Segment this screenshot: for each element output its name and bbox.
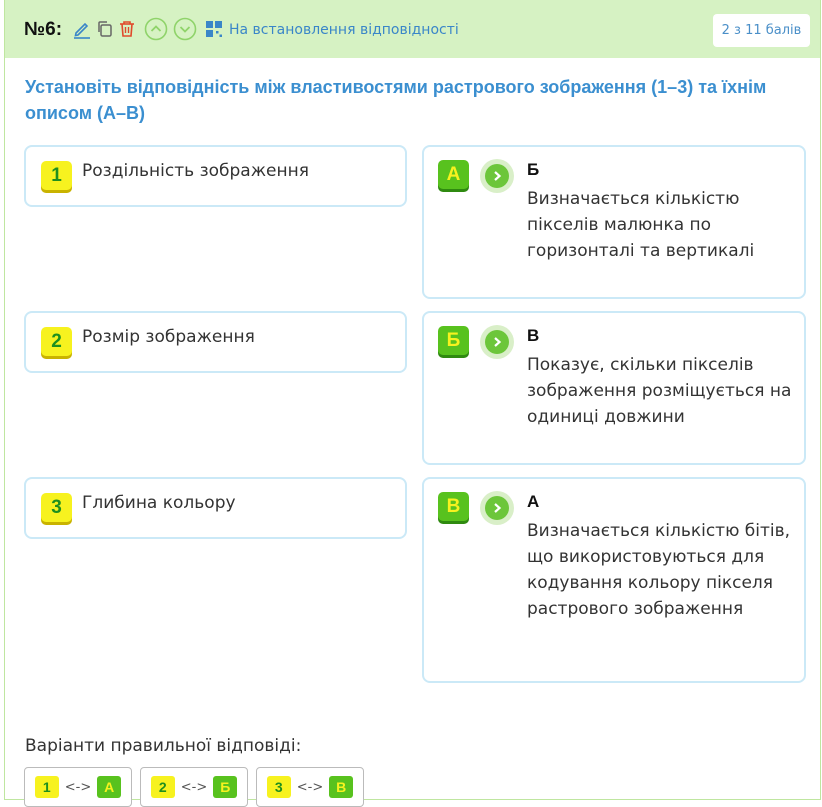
pencil-icon[interactable] bbox=[71, 18, 93, 40]
left-item-2 bbox=[24, 311, 407, 373]
right-item-badge: Б bbox=[438, 326, 469, 355]
matched-letter: А bbox=[527, 492, 540, 511]
left-item-badge: 2 bbox=[41, 327, 72, 356]
left-item-1 bbox=[24, 145, 407, 207]
score-badge: 2 з 11 балів bbox=[713, 14, 810, 47]
left-item-text: Глибина кольору bbox=[82, 493, 236, 513]
right-item-badge: В bbox=[438, 492, 469, 521]
right-item-badge: А bbox=[438, 160, 469, 189]
right-item-a bbox=[422, 145, 806, 299]
variant-right-badge: В bbox=[329, 776, 353, 798]
question-number: №6: bbox=[24, 19, 63, 40]
left-item-badge: 1 bbox=[41, 161, 72, 190]
arrow-down-icon[interactable] bbox=[172, 16, 198, 42]
right-item-description: Визначається кількістю пікселів малюнка по горизонталі та вертикалі bbox=[527, 189, 755, 261]
variant-left-badge: 3 bbox=[267, 776, 291, 798]
arrow-up-icon[interactable] bbox=[143, 16, 169, 42]
right-item-v bbox=[422, 477, 806, 683]
question-title: Установіть відповідність між властивостями растрового зображення (1–3) та їхнім описом (А–В) bbox=[25, 77, 767, 123]
variants-label: Варіанти правильної відповіді: bbox=[25, 736, 302, 756]
variant-left-badge: 1 bbox=[35, 776, 59, 798]
left-item-3 bbox=[24, 477, 407, 539]
variant-button-2[interactable] bbox=[140, 767, 248, 807]
chevron-right-icon[interactable] bbox=[480, 325, 514, 359]
left-item-text: Розмір зображення bbox=[82, 327, 255, 347]
variant-button-1[interactable] bbox=[24, 767, 132, 807]
right-item-b bbox=[422, 311, 806, 465]
left-item-badge: 3 bbox=[41, 493, 72, 522]
left-item-text: Роздільність зображення bbox=[82, 161, 309, 181]
variant-separator: <-> bbox=[180, 779, 208, 795]
right-item-description: Визначається кількістю бітів, що використовуються для кодування кольору пікселя растрового зображення bbox=[527, 521, 791, 619]
copy-icon[interactable] bbox=[94, 18, 116, 40]
matched-letter: В bbox=[527, 326, 540, 345]
question-type-label: На встановлення відповідності bbox=[229, 22, 459, 38]
variant-separator: <-> bbox=[296, 779, 324, 795]
variant-left-badge: 2 bbox=[151, 776, 175, 798]
chevron-right-icon[interactable] bbox=[480, 491, 514, 525]
variant-right-badge: А bbox=[97, 776, 121, 798]
right-item-description: Показує, скільки пікселів зображення розміщується на одиниці довжини bbox=[527, 355, 792, 427]
grid-icon bbox=[203, 18, 225, 40]
variant-button-3[interactable] bbox=[256, 767, 364, 807]
question-header bbox=[5, 0, 820, 58]
trash-icon[interactable] bbox=[116, 18, 138, 40]
matched-letter: Б bbox=[527, 160, 540, 179]
variant-right-badge: Б bbox=[213, 776, 237, 798]
chevron-right-icon[interactable] bbox=[480, 159, 514, 193]
variant-separator: <-> bbox=[64, 779, 92, 795]
